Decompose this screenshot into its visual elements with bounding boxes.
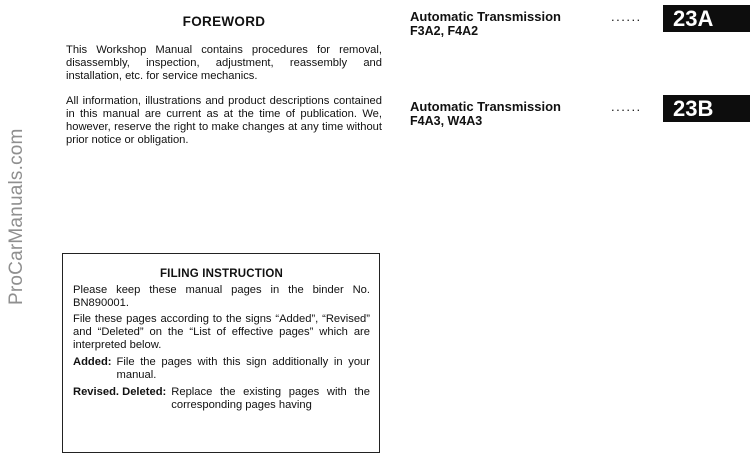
- foreword-title: FOREWORD: [182, 14, 266, 29]
- section-entry-23a[interactable]: [410, 6, 750, 49]
- section-title: Automatic Transmission: [410, 99, 561, 114]
- definition-revised-deleted: [73, 386, 370, 412]
- section-title: Automatic Transmission: [410, 9, 561, 24]
- leader-dots: ......: [611, 9, 642, 24]
- filing-instruction-box: [62, 253, 380, 453]
- section-tab-23b[interactable]: 23B: [663, 95, 750, 122]
- definition-term: Added:: [73, 356, 112, 368]
- foreword-paragraph: This Workshop Manual contains procedures for removal, disassembly, inspection, adjustment, reassembly and installation, etc. for service mechanics.: [66, 44, 382, 82]
- section-tab-23a[interactable]: 23A: [663, 5, 750, 32]
- watermark: ProCarManuals.com: [6, 128, 27, 305]
- definition-text: File the pages with this sign additionally in your manual.: [116, 356, 370, 381]
- filing-paragraph: Please keep these manual pages in the binder No. BN890001.: [73, 284, 370, 309]
- filing-paragraph: File these pages according to the signs “Added”, “Revised” and “Deleted” on the “List of effective pages” which are interpreted below.: [73, 313, 370, 351]
- foreword-section: [66, 8, 382, 159]
- definition-term: Revised. Deleted:: [73, 386, 167, 398]
- definition-added: [73, 356, 370, 382]
- foreword-paragraph: All information, illustrations and product descriptions contained in this manual are current as at the time of publication. We, however, reserve the right to make changes at any time without prior notice or obligation.: [66, 95, 382, 146]
- section-models: F4A3, W4A3: [410, 114, 483, 128]
- section-models: F3A2, F4A2: [410, 24, 479, 38]
- filing-title: FILING INSTRUCTION: [159, 268, 284, 280]
- leader-dots: ......: [611, 99, 642, 114]
- section-entry-23b[interactable]: [410, 96, 750, 139]
- definition-text: Replace the existing pages with the corresponding pages having: [171, 386, 370, 411]
